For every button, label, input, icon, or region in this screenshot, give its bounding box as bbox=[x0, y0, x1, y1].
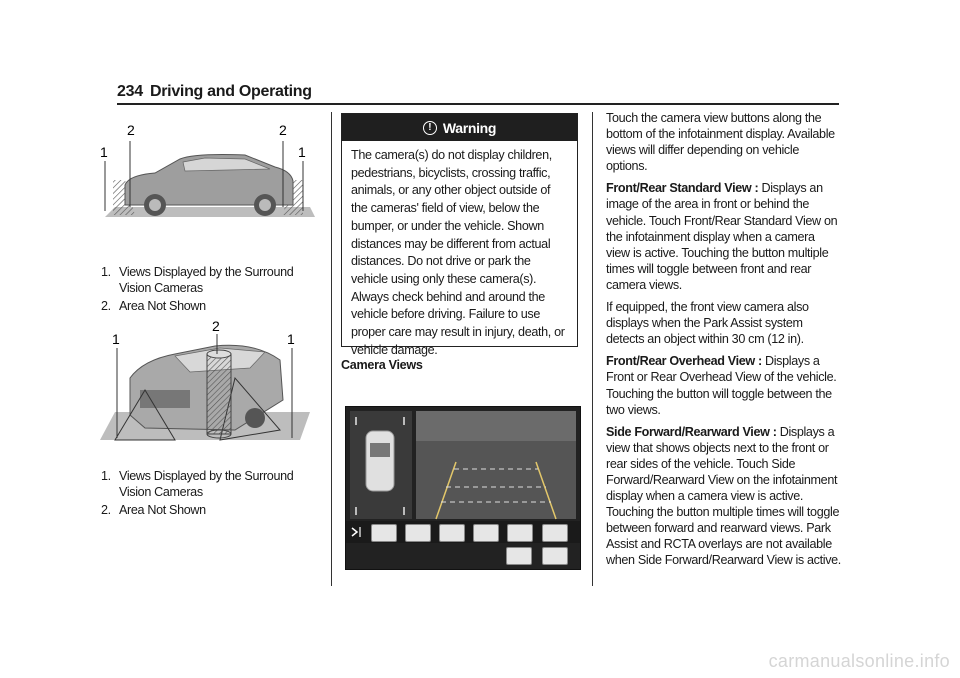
section-title: Driving and Operating bbox=[150, 83, 312, 100]
term-label: Front/Rear Standard View : bbox=[606, 181, 759, 196]
caption-text: Area Not Shown bbox=[119, 503, 206, 517]
camera-view-button[interactable] bbox=[506, 547, 532, 565]
caption-text: Views Displayed by the Surround Vision Cameras bbox=[119, 265, 294, 295]
callout-2-left: 2 bbox=[127, 122, 135, 138]
camera-view-button[interactable] bbox=[405, 524, 431, 542]
callout-1-left: 1 bbox=[112, 331, 120, 347]
callout-1-right: 1 bbox=[298, 144, 306, 160]
column-divider-right bbox=[592, 112, 593, 586]
caption-number: 2. bbox=[101, 299, 111, 313]
column-divider-left bbox=[331, 112, 332, 586]
warning-header bbox=[342, 114, 577, 141]
warning-title: Warning bbox=[442, 119, 497, 136]
term-label: Front/Rear Overhead View : bbox=[606, 354, 762, 369]
vehicle-perspective-diagram bbox=[95, 320, 320, 455]
term-label: Side Forward/Rearward View : bbox=[606, 424, 777, 439]
caption-number: 1. bbox=[101, 469, 111, 483]
intro-paragraph: Touch the camera view buttons along the bottom of the infotainment display. Available views will differ depending on vehicle options. bbox=[606, 111, 835, 174]
overhead-paragraph: Front/Rear Overhead View : Displays a Front or Rear Overhead View of the vehicle. Touching the button will toggle between the two views. bbox=[606, 354, 837, 417]
watermark: carmanualsonline.info bbox=[768, 651, 950, 671]
front-view-note: If equipped, the front view camera also displays when the Park Assist system detects an object within 30 cm (12 in). bbox=[606, 300, 809, 347]
camera-views-heading: Camera Views bbox=[341, 358, 423, 372]
caption-number: 2. bbox=[101, 503, 111, 517]
camera-view-button[interactable] bbox=[371, 524, 397, 542]
warning-box bbox=[341, 113, 578, 357]
callout-2-center: 2 bbox=[212, 320, 220, 334]
camera-view-button[interactable] bbox=[473, 524, 499, 542]
infotainment-camera-display bbox=[345, 406, 581, 570]
figure2-caption bbox=[101, 468, 301, 522]
front-rear-standard-paragraph: Front/Rear Standard View : Displays an image of the area in front or behind the vehicle. Touch Front/Rear Standard View on the infotainment display when a camera view is active. Touching the button multiple times will toggle between front and rear camera views. bbox=[606, 181, 838, 292]
figure1-caption bbox=[101, 264, 301, 318]
callout-1-right: 1 bbox=[287, 331, 295, 347]
side-view-paragraph: Side Forward/Rearward View : Displays a view that shows objects next to the front or rear sides of the vehicle. Touch Side Forward/Rearward View on the infotainment display when a camera view is active. Touching the button multiple times will toggle between forward and rearward views. Park Assist and RCTA overlays are not available when Side Forward/Rearward View is active. bbox=[606, 424, 841, 568]
camera-view-button[interactable] bbox=[439, 524, 465, 542]
camera-view-button[interactable] bbox=[507, 524, 533, 542]
header-rule bbox=[117, 103, 839, 105]
vehicle-side-view-diagram bbox=[95, 115, 320, 225]
caption-text: Views Displayed by the Surround Vision Cameras bbox=[119, 469, 294, 499]
caption-number: 1. bbox=[101, 265, 111, 279]
callout-1-left: 1 bbox=[100, 144, 108, 160]
caption-text: Area Not Shown bbox=[119, 299, 206, 313]
page-number: 234 bbox=[117, 83, 143, 100]
right-column-text bbox=[606, 110, 841, 575]
warning-text: The camera(s) do not display children, pedestrians, bicyclists, crossing traffic, animals, or any other object outside of the cameras' field of view, below the bumper, or under the vehicle. Shown distances may be different from actual distances. Do not drive or park the vehicle using only these camera(s). Always check behind and around the vehicle before driving. Failure to use proper care may result in injury, death, or vehicle damage. bbox=[351, 148, 565, 357]
camera-view-button[interactable] bbox=[542, 547, 568, 565]
exclamation-icon: ! bbox=[423, 121, 437, 135]
callout-2-right: 2 bbox=[279, 122, 287, 138]
camera-view-button[interactable] bbox=[542, 524, 568, 542]
